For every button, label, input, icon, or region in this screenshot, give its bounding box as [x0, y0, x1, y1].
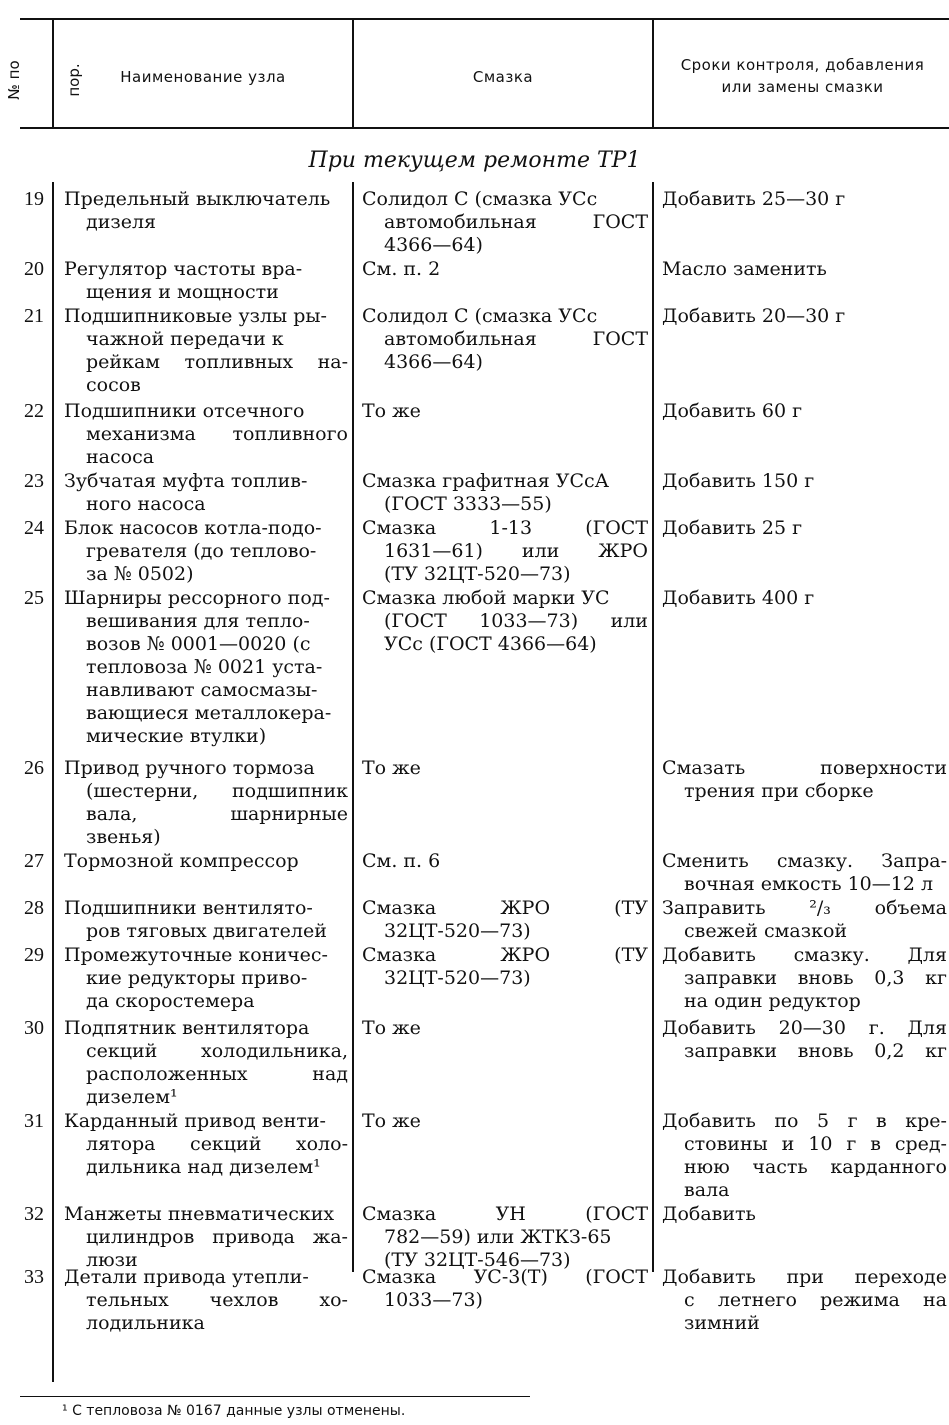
terms-cell-line: свежей смазкой — [684, 920, 848, 942]
node-cell-line: Предельный выключатель — [64, 188, 331, 210]
row-number: 20 — [24, 258, 44, 280]
lube-cell-line: Смазка ЖРО (ТУ — [362, 897, 648, 919]
node-cell-line: Детали привода утепли- — [64, 1266, 309, 1288]
lube-cell-line: То же — [362, 1110, 421, 1132]
row-number: 31 — [24, 1110, 44, 1132]
lube-cell-line: 4366—64) — [384, 351, 483, 373]
node-cell-line: кие редукторы приво- — [86, 967, 308, 989]
node-cell-line: тепловоза № 0021 уста- — [86, 656, 323, 678]
lube-cell-line: То же — [362, 400, 421, 422]
node-cell-line: Промежуточные коничес- — [64, 944, 328, 966]
node-cell-line: Блок насосов котла-подо- — [64, 517, 322, 539]
lube-cell — [362, 587, 648, 656]
lube-cell-line: Солидол С (смазка УСс — [362, 305, 598, 327]
terms-cell — [662, 1266, 947, 1335]
lube-cell-line: То же — [362, 1017, 421, 1039]
node-cell-line: дизелем¹ — [86, 1086, 178, 1108]
body-divider-2 — [352, 182, 354, 1272]
node-cell — [64, 897, 348, 943]
lube-cell — [362, 1266, 648, 1312]
node-cell — [64, 944, 348, 1013]
lube-cell-line: 1033—73) — [384, 1289, 483, 1311]
lube-cell-line: Смазка любой марки УС — [362, 587, 610, 609]
terms-cell-line: заправки вновь 0,2 кг — [684, 1040, 947, 1062]
section-title: При текущем ремонте ТР1 — [308, 148, 641, 173]
terms-cell-line: стовины и 10 г в сред- — [684, 1133, 947, 1155]
terms-cell — [662, 897, 947, 943]
lube-cell-line: То же — [362, 757, 421, 779]
body-divider-3 — [652, 182, 654, 1272]
node-cell — [64, 1266, 348, 1335]
header-col-lube: Смазка — [472, 68, 534, 86]
lube-cell-line: Смазка 1-13 (ГОСТ — [362, 517, 648, 539]
lube-cell — [362, 470, 648, 516]
node-cell-line: навливают самосмазы- — [86, 679, 318, 701]
lube-cell — [362, 188, 648, 257]
node-cell-line: лятора секций холо- — [86, 1133, 348, 1155]
node-cell-line: звенья) — [86, 826, 161, 848]
footnote-rule — [20, 1396, 530, 1397]
body-divider-1 — [52, 182, 54, 1382]
node-cell — [64, 470, 348, 516]
node-cell-line: Подшипники вентилято- — [64, 897, 313, 919]
terms-cell — [662, 1203, 947, 1226]
node-cell-line: гревателя (до теплово- — [86, 540, 317, 562]
lube-cell-line: Солидол С (смазка УСс — [362, 188, 598, 210]
node-cell-line: Карданный привод венти- — [64, 1110, 326, 1132]
lube-cell — [362, 400, 648, 423]
terms-cell-line: Добавить 20—30 г — [662, 305, 846, 327]
row-number: 25 — [24, 587, 44, 609]
row-number: 30 — [24, 1017, 44, 1039]
row-number: 21 — [24, 305, 44, 327]
node-cell-line: вешивания для тепло- — [86, 610, 310, 632]
terms-cell-line: заправки вновь 0,3 кг — [684, 967, 947, 989]
row-number: 22 — [24, 400, 44, 422]
terms-cell-line: вала — [684, 1179, 730, 1201]
node-cell-line: Привод ручного тормоза — [64, 757, 315, 779]
lube-cell-line: 4366—64) — [384, 234, 483, 256]
lube-cell — [362, 305, 648, 374]
header-col-terms — [656, 54, 949, 98]
node-cell-line: секций холодильника, — [86, 1040, 348, 1062]
node-cell-line: Тормозной компрессор — [64, 850, 299, 872]
terms-cell — [662, 470, 947, 493]
terms-cell — [662, 850, 947, 896]
node-cell — [64, 757, 348, 849]
terms-cell-line: Добавить — [662, 1203, 756, 1225]
node-cell-line: цилиндров привода жа- — [86, 1226, 348, 1248]
node-cell-line: Манжеты пневматических — [64, 1203, 335, 1225]
header-divider-3 — [652, 18, 654, 129]
terms-cell-line: Добавить 400 г — [662, 587, 815, 609]
row-number: 29 — [24, 944, 44, 966]
node-cell-line: Зубчатая муфта топлив- — [64, 470, 308, 492]
terms-cell-line: зимний — [684, 1312, 760, 1334]
lube-cell-line: 32ЦТ-520—73) — [384, 920, 531, 942]
lube-cell — [362, 944, 648, 990]
terms-cell — [662, 757, 947, 803]
terms-cell-line: Добавить 25—30 г — [662, 188, 846, 210]
node-cell — [64, 850, 348, 873]
terms-cell — [662, 1017, 947, 1063]
terms-cell-line: Масло заменить — [662, 258, 827, 280]
terms-cell-line: Сменить смазку. Запра- — [662, 850, 947, 872]
terms-cell-line: с летнего режима на — [684, 1289, 947, 1311]
terms-cell-line: трения при сборке — [684, 780, 874, 802]
node-cell — [64, 400, 348, 469]
node-cell-line: Подшипниковые узлы ры- — [64, 305, 327, 327]
lube-cell-line: (ТУ 32ЦТ-546—73) — [384, 1249, 571, 1271]
node-cell-line: чажной передачи к — [86, 328, 284, 350]
terms-cell-line: Добавить 150 г — [662, 470, 815, 492]
node-cell-line: Подпятник вентилятора — [64, 1017, 310, 1039]
lube-cell-line: 32ЦТ-520—73) — [384, 967, 531, 989]
node-cell — [64, 1203, 348, 1272]
row-number: 23 — [24, 470, 44, 492]
node-cell — [64, 258, 348, 304]
lube-cell-line: См. п. 2 — [362, 258, 441, 280]
lube-cell — [362, 517, 648, 586]
terms-cell — [662, 400, 947, 423]
lube-cell-line: Смазка УН (ГОСТ — [362, 1203, 648, 1225]
lube-cell-line: Смазка графитная УСсА — [362, 470, 610, 492]
lube-cell — [362, 897, 648, 943]
lube-cell-line: автомобильная ГОСТ — [384, 211, 648, 233]
lube-cell — [362, 757, 648, 780]
lube-cell-line: автомобильная ГОСТ — [384, 328, 648, 350]
header-col-node: Наименование узла — [120, 68, 286, 86]
terms-cell — [662, 944, 947, 1013]
terms-cell-line: Добавить при переходе — [662, 1266, 947, 1288]
header-bottom-rule — [20, 127, 949, 129]
header-col-terms-line: Сроки контроля, добавления — [680, 56, 925, 74]
node-cell — [64, 587, 348, 748]
node-cell-line: дизеля — [86, 211, 157, 233]
node-cell-line: тельных чехлов хо- — [86, 1289, 348, 1311]
terms-cell — [662, 305, 947, 328]
node-cell-line: вающиеся металлокера- — [86, 702, 332, 724]
node-cell — [64, 188, 348, 234]
lube-cell-line: (ГОСТ 1033—73) или — [384, 610, 648, 632]
node-cell-line: сосов — [86, 374, 141, 396]
lube-cell-line: УСс (ГОСТ 4366—64) — [384, 633, 597, 655]
lube-cell-line: (ГОСТ 3333—55) — [384, 493, 552, 515]
terms-cell-line: Добавить 60 г — [662, 400, 803, 422]
row-number: 24 — [24, 517, 44, 539]
terms-cell-line: на один редуктор — [684, 990, 861, 1012]
header-divider-2 — [352, 18, 354, 129]
terms-cell — [662, 1110, 947, 1202]
lube-cell-line: Смазка ЖРО (ТУ — [362, 944, 648, 966]
terms-cell — [662, 188, 947, 211]
row-number: 19 — [24, 188, 44, 210]
row-number: 33 — [24, 1266, 44, 1288]
node-cell-line: да скоростемера — [86, 990, 255, 1012]
node-cell-line: ного насоса — [86, 493, 206, 515]
row-number: 28 — [24, 897, 44, 919]
lube-cell — [362, 1017, 648, 1040]
node-cell — [64, 1017, 348, 1109]
row-number: 32 — [24, 1203, 44, 1225]
node-cell-line: Шарниры рессорного под- — [64, 587, 330, 609]
lube-cell-line: См. п. 6 — [362, 850, 441, 872]
terms-cell-line: нюю часть карданного — [684, 1156, 947, 1178]
node-cell-line: расположенных над — [86, 1063, 348, 1085]
node-cell — [64, 1110, 348, 1179]
header-col-terms-line: или замены смазки — [721, 78, 884, 96]
node-cell — [64, 517, 348, 586]
terms-cell-line: Добавить 25 г — [662, 517, 803, 539]
header-col-number: № по пор. — [5, 60, 83, 100]
node-cell-line: механизма топливного — [86, 423, 348, 445]
node-cell-line: Подшипники отсечного — [64, 400, 305, 422]
lube-cell-line: (ТУ 32ЦТ-520—73) — [384, 563, 571, 585]
row-number: 27 — [24, 850, 44, 872]
node-cell-line: люзи — [86, 1249, 138, 1271]
node-cell-line: за № 0502) — [86, 563, 194, 585]
node-cell-line: насоса — [86, 446, 155, 468]
terms-cell-line: Заправить ²/₃ объема — [662, 897, 947, 919]
node-cell-line: (шестерни, подшипник — [86, 780, 348, 802]
header-top-rule — [20, 18, 949, 20]
lube-cell — [362, 850, 648, 873]
lube-cell — [362, 1110, 648, 1133]
lube-cell-line: 1631—61) или ЖРО — [384, 540, 648, 562]
node-cell-line: лодильника — [86, 1312, 205, 1334]
node-cell-line: дильника над дизелем¹ — [86, 1156, 321, 1178]
terms-cell — [662, 587, 947, 610]
node-cell — [64, 305, 348, 397]
lube-cell-line: Смазка УС-3(Т) (ГОСТ — [362, 1266, 648, 1288]
node-cell-line: рейкам топливных на- — [86, 351, 348, 373]
node-cell-line: мические втулки) — [86, 725, 267, 747]
lube-cell — [362, 258, 648, 281]
node-cell-line: Регулятор частоты вра- — [64, 258, 303, 280]
node-cell-line: ров тяговых двигателей — [86, 920, 327, 942]
node-cell-line: вала, шарнирные — [86, 803, 348, 825]
footnote: ¹ С тепловоза № 0167 данные узлы отменены. — [62, 1403, 406, 1419]
terms-cell-line: вочная емкость 10—12 л — [684, 873, 934, 895]
terms-cell — [662, 258, 947, 281]
row-number: 26 — [24, 757, 44, 779]
terms-cell-line: Добавить 20—30 г. Для — [662, 1017, 947, 1039]
terms-cell-line: Добавить смазку. Для — [662, 944, 947, 966]
node-cell-line: возов № 0001—0020 (с — [86, 633, 311, 655]
lube-cell-line: 782—59) или ЖТКЗ-65 — [384, 1226, 612, 1248]
terms-cell-line: Смазать поверхности — [662, 757, 947, 779]
terms-cell-line: Добавить по 5 г в кре- — [662, 1110, 947, 1132]
terms-cell — [662, 517, 947, 540]
lube-cell — [362, 1203, 648, 1272]
node-cell-line: щения и мощности — [86, 281, 279, 303]
